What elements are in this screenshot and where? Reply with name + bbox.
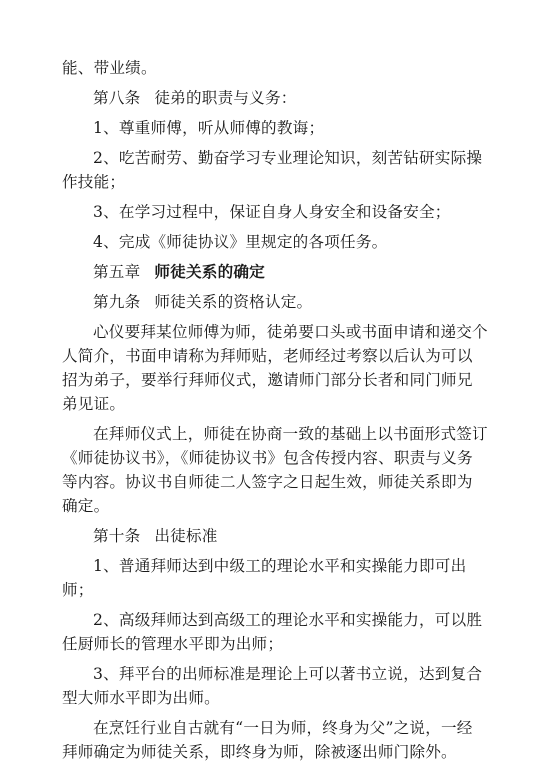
paragraph-text: 能、带业绩。 <box>62 59 157 77</box>
chapter-title: 师徒关系的确定 <box>154 262 265 281</box>
paragraph-text: 1、普通拜师达到中级工的理论水平和实操能力即可出师； <box>62 557 467 599</box>
list-item-4 <box>62 230 488 254</box>
paragraph-text: 在拜师仪式上，师徒在协商一致的基础上以书面形式签订《师徒协议书》，《师徒协议书》包含传授内容、职责与义务等内容。协议书自师徒二人签字之日起生效，师徒关系即为确定。 <box>62 425 488 515</box>
standard-item-1 <box>62 554 488 602</box>
paragraph-text: 4、完成《师徒协议》里规定的各项任务。 <box>93 233 388 251</box>
article-10-heading <box>62 524 488 548</box>
chapter-number: 第五章 <box>93 263 141 281</box>
list-item-2 <box>62 146 488 194</box>
paragraph-text: 3、在学习过程中，保证自身人身安全和设备安全； <box>93 203 451 221</box>
list-item-1 <box>62 116 488 140</box>
body-paragraph-ceremony <box>62 422 488 518</box>
standard-item-2 <box>62 608 488 656</box>
paragraph-text: 1、尊重师傅，听从师傅的教诲； <box>93 119 325 137</box>
article-title: 师徒关系的资格认定。 <box>154 293 313 311</box>
paragraph-text: 3、拜平台的出师标准是理论上可以著书立说，达到复合型大师水平即为出师。 <box>62 665 483 707</box>
article-9-heading <box>62 290 488 314</box>
article-title: 徒弟的职责与义务： <box>154 89 297 107</box>
article-number: 第九条 <box>93 293 141 311</box>
paragraph-text: 2、高级拜师达到高级工的理论水平和实操能力，可以胜任厨师长的管理水平即为出师； <box>62 611 483 653</box>
article-8-heading <box>62 86 488 110</box>
article-number: 第八条 <box>93 89 141 107</box>
article-title: 出徒标准 <box>154 527 218 545</box>
paragraph-continuation <box>62 56 488 80</box>
standard-item-3 <box>62 662 488 710</box>
body-paragraph-application <box>62 320 488 416</box>
paragraph-text: 心仪要拜某位师傅为师，徒弟要口头或书面申请和递交个人简介，书面申请称为拜师贴，老师经过考察以后认为可以招为弟子，要举行拜师仪式，邀请师门部分长者和同门师兄弟见证。 <box>62 323 488 413</box>
chapter-5-heading <box>62 260 488 284</box>
article-number: 第十条 <box>93 527 141 545</box>
paragraph-text: 在烹饪行业自古就有“一日为师，终身为父”之说，一经拜师确定为师徒关系，即终身为师，除被逐出师门除外。 <box>62 719 473 761</box>
list-item-3 <box>62 200 488 224</box>
body-paragraph-tradition <box>62 716 488 764</box>
paragraph-text: 2、吃苦耐劳、勤奋学习专业理论知识，刻苦钻研实际操作技能； <box>62 149 483 191</box>
